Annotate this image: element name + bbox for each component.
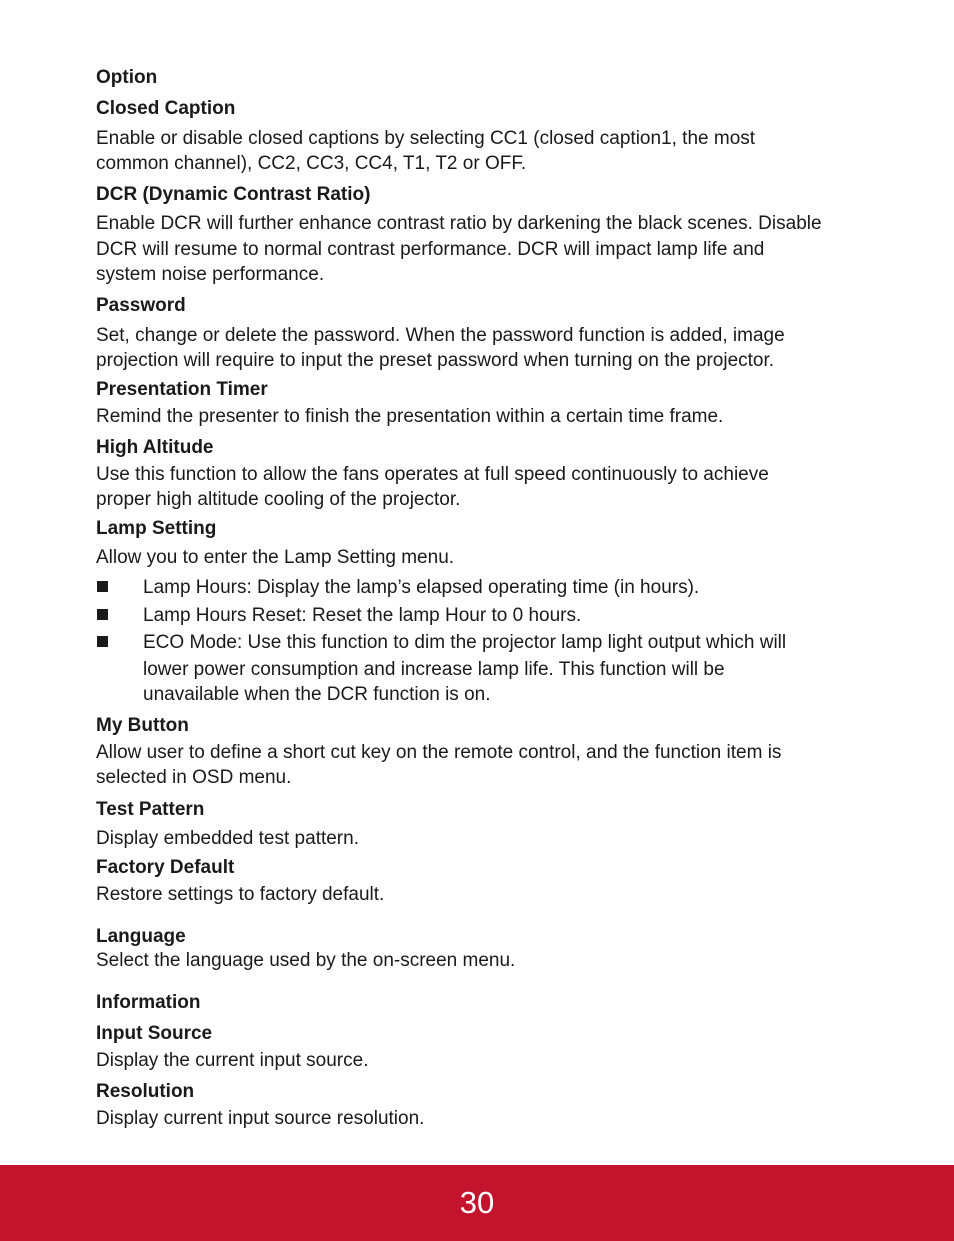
- eco-mode-item-line-2: lower power consumption and increase lamp life. This function will be: [143, 659, 725, 680]
- resolution-text: Display current input source resolution.: [96, 1108, 425, 1129]
- high-altitude-text-2: proper high altitude cooling of the projector.: [96, 489, 461, 510]
- heading-information: Information: [96, 992, 201, 1013]
- heading-input-source: Input Source: [96, 1023, 213, 1044]
- closed-caption-text-1: Enable or disable closed captions by selecting CC1 (closed caption1, the most: [96, 128, 756, 149]
- high-altitude-text-1: Use this function to allow the fans operates at full speed continuously to achieve: [96, 464, 769, 485]
- language-text: Select the language used by the on-screen menu.: [96, 950, 516, 971]
- lamp-hours-reset-item: Lamp Hours Reset: Reset the lamp Hour to 0 hours.: [143, 605, 582, 626]
- eco-mode-item-line-3: unavailable when the DCR function is on.: [143, 684, 491, 705]
- heading-my-button: My Button: [96, 715, 189, 736]
- dcr-text-1: Enable DCR will further enhance contrast ratio by darkening the black scenes. Disable: [96, 213, 822, 234]
- eco-mode-item-line-1: ECO Mode: Use this function to dim the projector lamp light output which will: [143, 632, 787, 653]
- bullet-square-icon: [97, 609, 108, 620]
- heading-high-altitude: High Altitude: [96, 437, 214, 458]
- heading-presentation-timer: Presentation Timer: [96, 379, 268, 400]
- lamp-hours-item: Lamp Hours: Display the lamp’s elapsed operating time (in hours).: [143, 577, 700, 598]
- heading-resolution: Resolution: [96, 1081, 195, 1102]
- page-number: 30: [459, 1185, 495, 1220]
- dcr-text-3: system noise performance.: [96, 264, 325, 285]
- heading-language: Language: [96, 926, 186, 947]
- heading-closed-caption: Closed Caption: [96, 98, 236, 119]
- password-text-2: projection will require to input the preset password when turning on the projector.: [96, 350, 775, 371]
- input-source-text: Display the current input source.: [96, 1050, 369, 1071]
- bullet-square-icon: [97, 636, 108, 647]
- heading-dcr: DCR (Dynamic Contrast Ratio): [96, 184, 371, 205]
- my-button-text-2: selected in OSD menu.: [96, 767, 292, 788]
- lamp-setting-text: Allow you to enter the Lamp Setting menu.: [96, 547, 455, 568]
- test-pattern-text: Display embedded test pattern.: [96, 828, 359, 849]
- factory-default-text: Restore settings to factory default.: [96, 884, 385, 905]
- heading-factory-default: Factory Default: [96, 857, 235, 878]
- heading-lamp-setting: Lamp Setting: [96, 518, 217, 539]
- password-text-1: Set, change or delete the password. When the password function is added, image: [96, 325, 785, 346]
- presentation-timer-text: Remind the presenter to finish the presentation within a certain time frame.: [96, 406, 724, 427]
- heading-test-pattern: Test Pattern: [96, 799, 205, 820]
- heading-password: Password: [96, 295, 186, 316]
- bullet-square-icon: [97, 581, 108, 592]
- my-button-text-1: Allow user to define a short cut key on the remote control, and the function item is: [96, 742, 782, 763]
- heading-option: Option: [96, 67, 158, 88]
- closed-caption-text-2: common channel), CC2, CC3, CC4, T1, T2 or OFF.: [96, 153, 527, 174]
- dcr-text-2: DCR will resume to normal contrast performance. DCR will impact lamp life and: [96, 239, 765, 260]
